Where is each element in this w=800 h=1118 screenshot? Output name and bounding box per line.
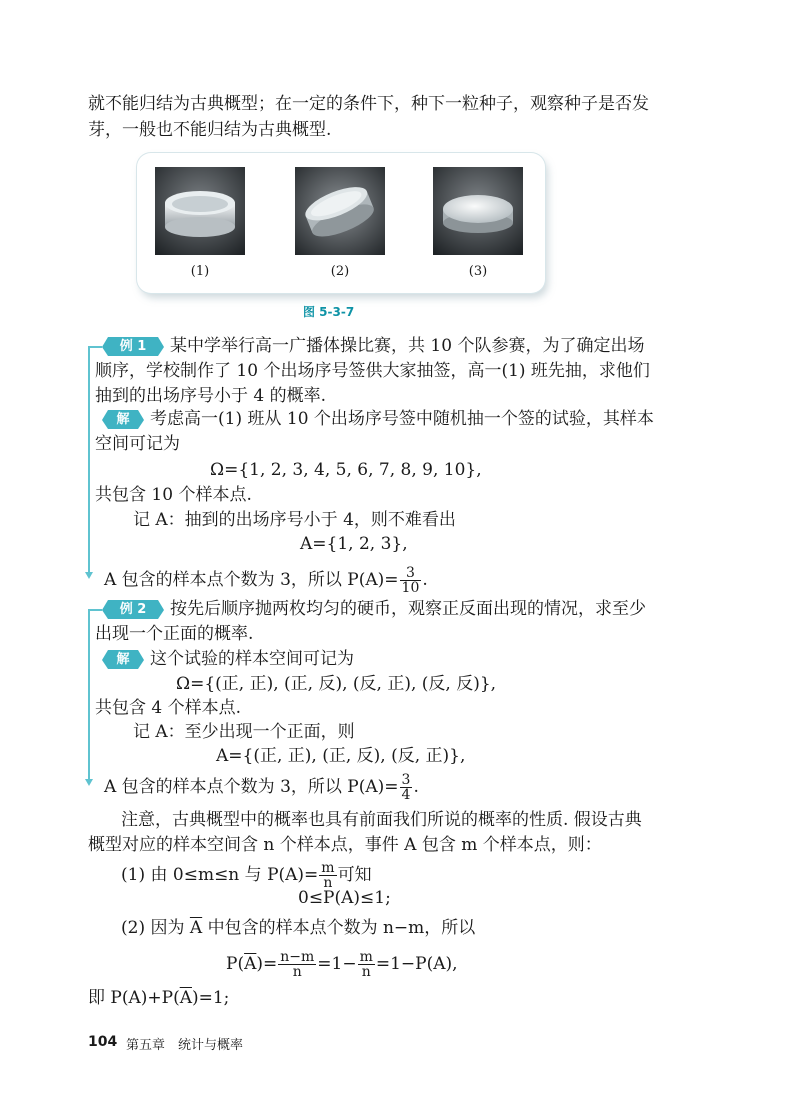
m-over-n-fraction-2: $\frac{m}{n}$	[359, 949, 373, 980]
example1-arrow-icon	[85, 572, 93, 579]
figure-box	[137, 153, 545, 293]
figure-caption: 图 5-3-7	[303, 305, 355, 319]
chapter-label: 第五章	[126, 1038, 166, 1053]
note-property-2: (2) 因为 $\overline{A}$ 中包含的样本点个数为 n−m，所以	[121, 918, 476, 938]
example2-solution-1: 这个试验的样本空间可记为	[150, 649, 354, 669]
figure-label-1: (1)	[190, 264, 210, 279]
lid-photo-3	[433, 167, 523, 255]
example2-result-text: A 包含的样本点个数为 3，所以 P(A)=	[104, 777, 399, 797]
example2-result: A 包含的样本点个数为 3，所以 P(A)= $\frac{3}{4}$ .	[104, 772, 419, 803]
note-property-1: (1) 由 0≤m≤n 与 P(A)= $\frac{m}{n}$ 可知	[121, 860, 372, 891]
example1-vertical-rule	[88, 346, 90, 574]
complement-a: $\overline{A}$	[189, 918, 203, 938]
example1-question-3: 抽到的出场序号小于 4 的概率.	[95, 386, 327, 406]
lid-photo-2	[295, 167, 385, 255]
note-complement-equation: $P(\overline{A})=$ $\frac{n-m}{n}$ =1− $\frac{m}{n}$ =1−P(A),	[226, 949, 458, 980]
example1-solution-4: 共包含 10 个样本点.	[95, 485, 252, 505]
example1-solution-1: 考虑高一(1) 班从 10 个出场序号签中随机抽一个签的试验，其样本	[150, 409, 654, 429]
example2-solution-tag: 解	[108, 650, 138, 669]
figure-label-2: (2)	[330, 264, 350, 279]
figure-label-3: (3)	[468, 264, 488, 279]
example1-question-2: 顺序，学校制作了 10 个出场序号签供大家抽签，高一(1) 班先抽，求他们	[95, 361, 650, 381]
example2-solution-3: 共包含 4 个样本点.	[95, 698, 242, 718]
m-over-n-fraction: $\frac{m}{n}$	[321, 860, 335, 891]
example1-sample-space: Ω={1, 2, 3, 4, 5, 6, 7, 8, 9, 10},	[210, 460, 482, 480]
example2-vertical-rule	[88, 609, 90, 781]
example2-tag: 例 2	[108, 600, 158, 619]
note-line-1: 注意，古典概型中的概率也具有前面我们所说的概率的性质. 假设古典	[121, 810, 642, 830]
note-sum-equation: 即 $P(A)+P(\overline{A})=1$;	[88, 988, 230, 1008]
example2-arrow-icon	[85, 779, 93, 786]
intro-line-2: 芽，一般也不能归结为古典概型.	[88, 120, 332, 140]
example1-tag: 例 1	[108, 337, 158, 356]
example2-event-set: A={(正, 正), (正, 反), (反, 正)},	[216, 746, 466, 766]
example1-question-1: 某中学举行高一广播体操比赛，共 10 个队参赛，为了确定出场	[170, 336, 645, 356]
example2-sample-space: Ω={(正, 正), (正, 反), (反, 正), (反, 反)},	[176, 674, 497, 694]
example1-fraction: $\frac{3}{10}$	[401, 565, 420, 596]
example1-solution-2: 空间可记为	[95, 434, 180, 454]
example1-solution-5: 记 A：抽到的出场序号小于 4，则不难看出	[133, 510, 456, 530]
note-property-1-result: 0≤P(A)≤1;	[298, 888, 391, 908]
example1-event-set: A={1, 2, 3},	[300, 534, 408, 554]
example2-question-2: 出现一个正面的概率.	[95, 624, 254, 644]
page-number: 104	[88, 1034, 118, 1050]
example2-fraction: $\frac{3}{4}$	[401, 772, 411, 803]
n-minus-m-fraction: $\frac{n-m}{n}$	[280, 949, 315, 980]
example2-rule	[88, 609, 102, 611]
example1-rule	[88, 346, 102, 348]
example2-question-1: 按先后顺序抛两枚均匀的硬币，观察正反面出现的情况，求至少	[170, 599, 646, 619]
example2-solution-4: 记 A：至少出现一个正面，则	[133, 722, 355, 742]
chapter-title: 统计与概率	[178, 1038, 244, 1053]
note-line-2: 概型对应的样本空间含 n 个样本点，事件 A 包含 m 个样本点，则：	[88, 835, 602, 855]
intro-line-1: 就不能归结为古典概型；在一定的条件下，种下一粒种子，观察种子是否发	[88, 94, 649, 114]
example1-result: A 包含的样本点个数为 3，所以 P(A)= $\frac{3}{10}$ .	[104, 565, 428, 596]
example1-solution-tag: 解	[108, 410, 138, 429]
example1-result-text: A 包含的样本点个数为 3，所以 P(A)=	[104, 570, 399, 590]
lid-photo-1	[155, 167, 245, 255]
